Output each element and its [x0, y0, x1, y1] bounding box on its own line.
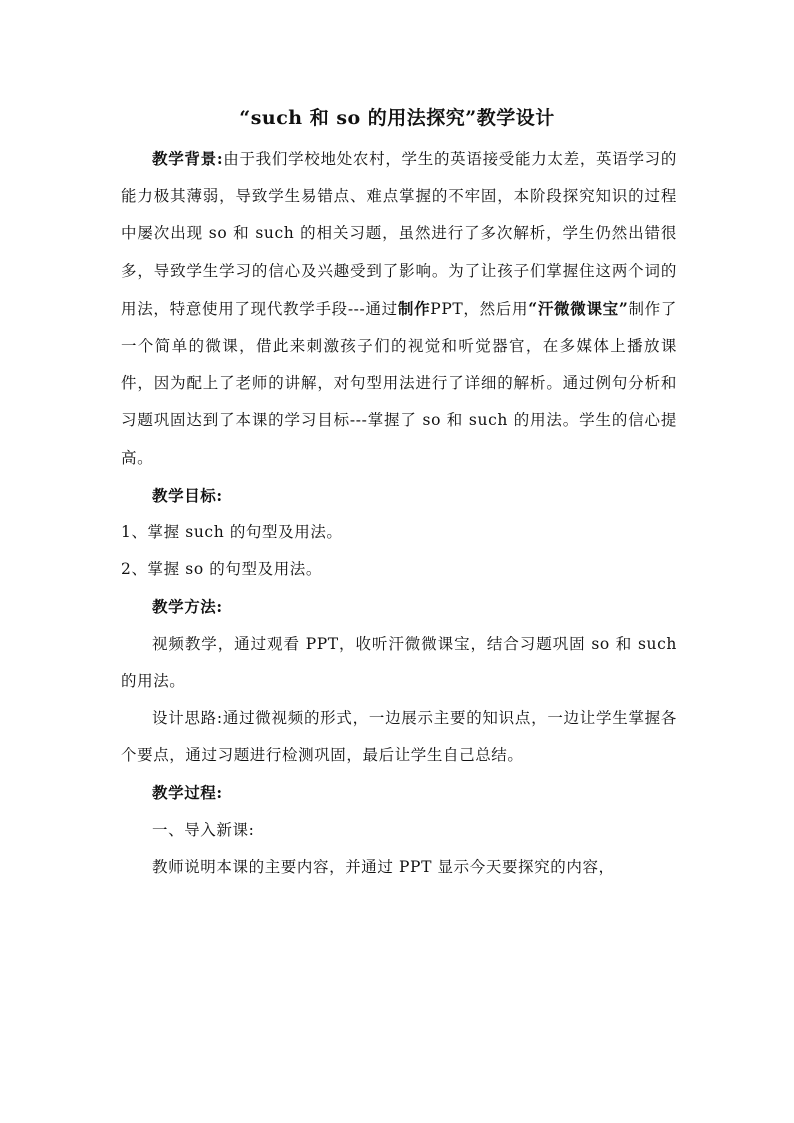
document-title: “such 和 so 的用法探究”教学设计 [239, 107, 555, 129]
document-body [121, 140, 677, 886]
methods-paragraph: 视频教学，通过观看 PPT，收听汗微微课宝，结合习题巩固 so 和 such 的用法。 [121, 634, 677, 690]
background-text-1: 由于我们学校地处农村，学生的英语接受能力太差，英语学习的能力极其薄弱，导致学生易错点、难点掌握的不牢固，本阶段探究知识的过程中屡次出现 so 和 such 的相关习题，虽然进行了多次解析，学生仍然出错很多，导致学生学习的信心及兴趣受到了影响。为了让孩子们掌握住这两个词的用法，特意使用了现代教学手段---通过 [121, 150, 677, 318]
objective-item-1: 1、掌握 such 的句型及用法。 [121, 523, 343, 542]
process-step-1: 一、导入新课: [152, 820, 255, 839]
objective-item-2: 2、掌握 so 的句型及用法。 [121, 560, 323, 579]
design-paragraph: 设计思路:通过微视频的形式，一边展示主要的知识点，一边让学生掌握各个要点，通过习题进行检测巩固，最后让学生自己总结。 [121, 709, 677, 765]
background-label: 教学背景: [152, 149, 224, 168]
process-step-1-text: 教师说明本课的主要内容，并通过 PPT 显示今天要探究的内容， [152, 857, 615, 876]
background-paragraph [121, 140, 677, 477]
process-heading: 教学过程: [152, 783, 223, 803]
background-text-3: 制作了一个简单的微课，借此来刺激孩子们的视觉和听觉器官，在多媒体上播放课件，因为配上了老师的讲解，对句型用法进行了详细的解析。通过例句分析和习题巩固达到了本课的学习目标---掌握了 so 和 such 的用法。学生的信心提高。 [121, 299, 677, 467]
objectives-heading: 教学目标: [152, 485, 223, 505]
methods-heading: 教学方法: [152, 597, 223, 617]
background-bold-1: 制作 [397, 298, 431, 318]
background-text-2: PPT，然后用 [430, 299, 529, 318]
background-bold-2: “汗微微课宝” [528, 298, 629, 318]
